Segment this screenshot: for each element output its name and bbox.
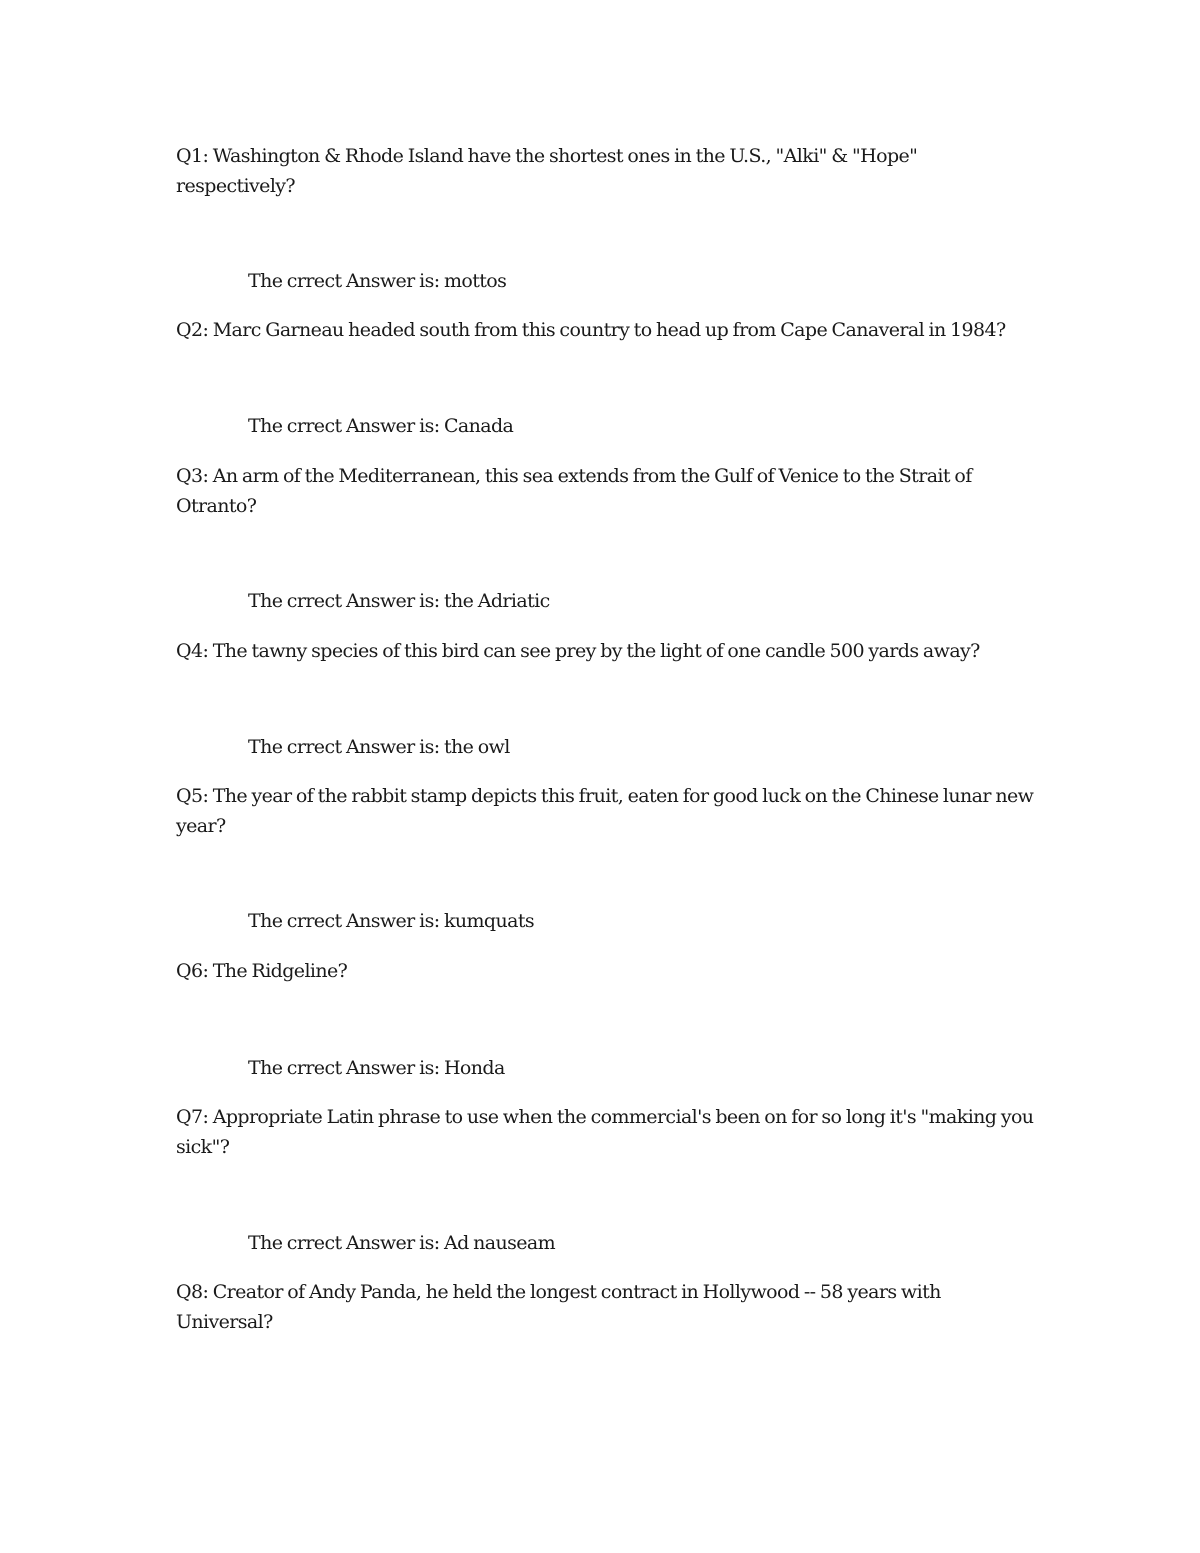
question-5: Q5: The year of the rabbit stamp depicts this fruit, eaten for good luck on the Chinese lunar new year? bbox=[176, 785, 1034, 837]
answer-7: The crrect Answer is: Ad nauseam bbox=[248, 1232, 556, 1254]
question-8: Q8: Creator of Andy Panda, he held the longest contract in Hollywood -- 58 years with Universal? bbox=[176, 1281, 941, 1333]
question-7: Q7: Appropriate Latin phrase to use when the commercial's been on for so long it's "making you sick"? bbox=[176, 1106, 1034, 1158]
answer-3: The crrect Answer is: the Adriatic bbox=[248, 590, 550, 612]
answer-1: The crrect Answer is: mottos bbox=[248, 270, 507, 292]
answer-6: The crrect Answer is: Honda bbox=[248, 1057, 505, 1079]
question-3: Q3: An arm of the Mediterranean, this sea extends from the Gulf of Venice to the Strait of Otranto? bbox=[176, 465, 972, 517]
question-6: Q6: The Ridgeline? bbox=[176, 960, 348, 982]
question-1: Q1: Washington & Rhode Island have the shortest ones in the U.S., "Alki" & "Hope" respectively? bbox=[176, 145, 918, 197]
question-2: Q2: Marc Garneau headed south from this country to head up from Cape Canaveral in 1984? bbox=[176, 319, 1006, 341]
answer-5: The crrect Answer is: kumquats bbox=[248, 910, 535, 932]
question-4: Q4: The tawny species of this bird can see prey by the light of one candle 500 yards away? bbox=[176, 640, 980, 662]
answer-4: The crrect Answer is: the owl bbox=[248, 736, 510, 758]
answer-2: The crrect Answer is: Canada bbox=[248, 415, 514, 437]
